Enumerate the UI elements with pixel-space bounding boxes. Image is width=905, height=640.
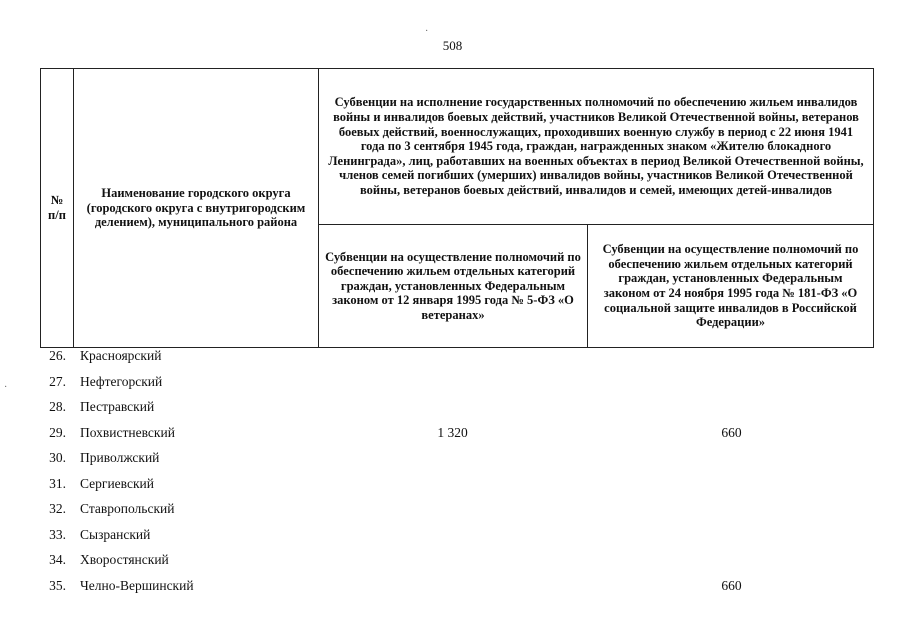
table-row [0, 450, 905, 470]
row-name: Сызранский [80, 526, 151, 542]
header-name-cell [73, 68, 319, 348]
table-row [0, 476, 905, 496]
header-group-text: Субвенции на исполнение государственных полномочий по обеспечению жильем инвалидов войны и инвалидов боевых действий, участников Великой Отечественной войны, ветеранов боевых действий, военнослужащих, проходивших военную службу в период с 22 июня 1941 года по 3 сентября 1945 года, граждан, награжденных знаком «Жителю блокадного Ленинграда», лиц, работавших на военных объектах в период Великой Отечественной войны, членов семей погибших (умерших) инвалидов войны, участников Великой Отечественной войны, ветеранов боевых действий, инвалидов и семей, имеющих детей-инвалидов [328, 95, 864, 197]
row-number: 27. [49, 373, 66, 389]
row-name: Красноярский [80, 348, 162, 363]
row-name: Сергиевский [80, 475, 154, 491]
table-row [0, 374, 905, 394]
row-number: 35. [49, 577, 66, 593]
row-name: Ставропольский [80, 501, 175, 516]
scan-mark: · [4, 382, 8, 393]
row-value-5fz: 1 320 [437, 424, 468, 440]
header-subcol2-text: Субвенции на осуществление полномочий по обеспечению жильем отдельных категорий граждан, установленных Федеральным законом от 24 ноября 1995 года № 181-ФЗ «О социальной защите инвалидов в Российской Федерации» [602, 242, 859, 330]
row-number: 26. [49, 348, 66, 363]
row-name: Пестравский [80, 399, 155, 414]
row-number: 30. [49, 450, 66, 465]
row-name: Хворостянский [80, 552, 169, 567]
header-num-text: № п/п [48, 193, 66, 222]
row-number: 33. [49, 526, 66, 542]
row-name: Похвистневский [80, 424, 175, 440]
row-name: Приволжский [80, 450, 160, 465]
table-row [0, 578, 905, 598]
header-name-text: Наименование городского округа (городского округа с внутригородским делением), муниципального района [86, 186, 306, 230]
table-row [0, 527, 905, 547]
table-row [0, 399, 905, 419]
row-number: 32. [49, 501, 66, 516]
header-group-cell [318, 68, 874, 225]
row-value-181fz: 660 [721, 424, 742, 440]
row-number: 31. [49, 475, 66, 491]
header-subcol2-cell [587, 224, 874, 348]
scan-mark: · [425, 26, 429, 37]
table-row [0, 425, 905, 445]
header-subcol1-cell [318, 224, 588, 348]
table-row [0, 501, 905, 521]
row-name: Челно-Вершинский [80, 577, 194, 593]
table-row [0, 348, 905, 368]
page-number: 508 [442, 38, 463, 53]
row-number: 29. [49, 424, 66, 440]
row-number: 34. [49, 552, 66, 567]
header-subcol1-text: Субвенции на осуществление полномочий по обеспечению жильем отдельных категорий граждан, установленных Федеральным законом от 12 января 1995 года № 5-ФЗ «О ветеранах» [325, 249, 581, 322]
row-name: Нефтегорский [80, 373, 163, 389]
header-num-cell [40, 68, 74, 348]
table-row [0, 552, 905, 572]
row-value-181fz: 660 [721, 577, 742, 593]
row-number: 28. [49, 399, 66, 414]
